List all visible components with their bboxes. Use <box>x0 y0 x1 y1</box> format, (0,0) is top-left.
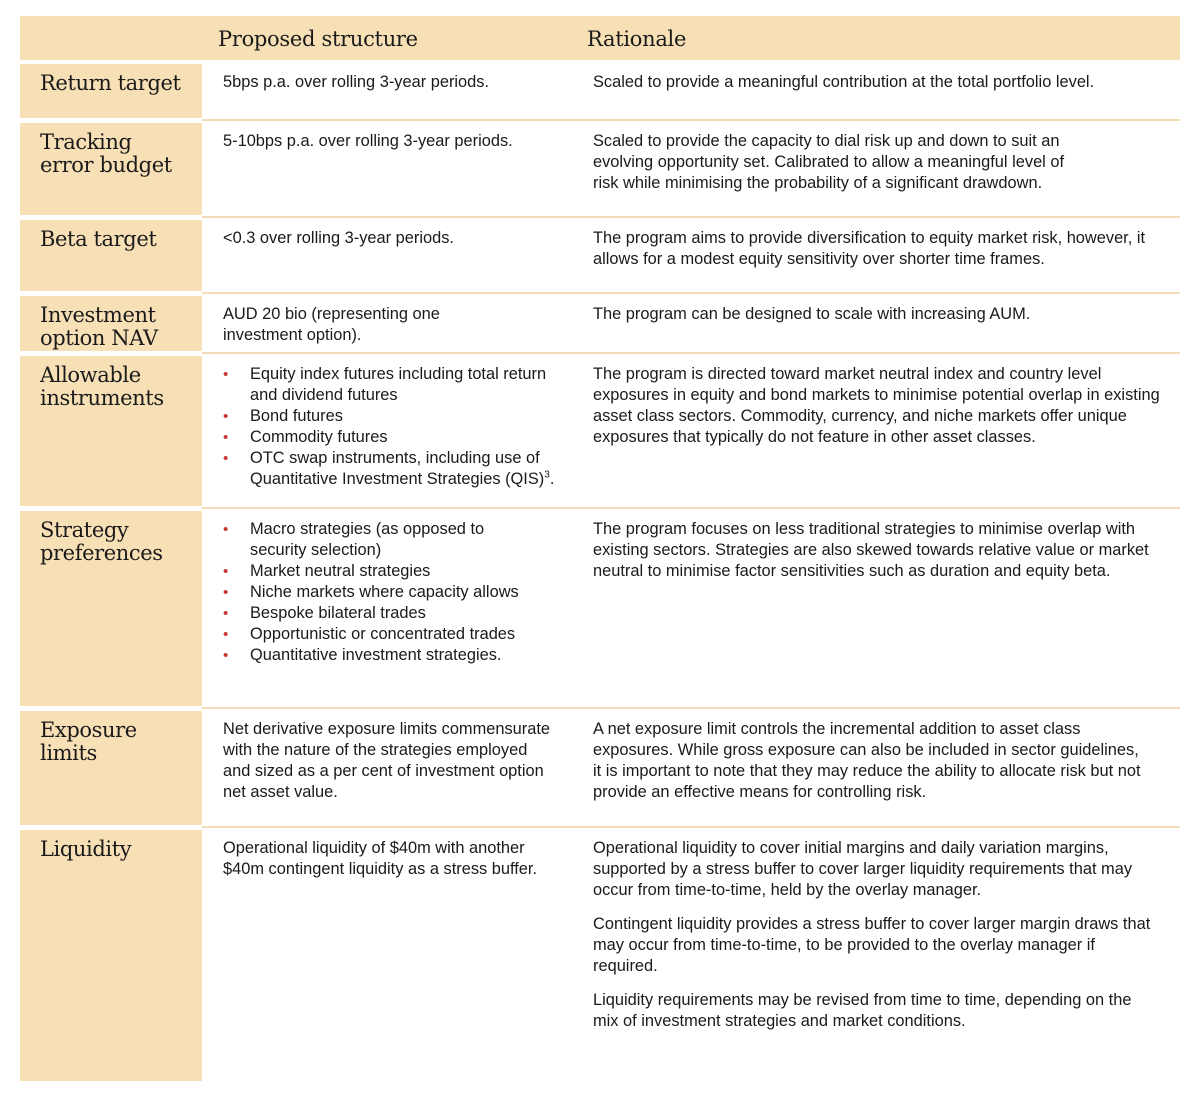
row-beta-target <box>20 220 1180 291</box>
row-label: Strategy preferences <box>20 511 202 706</box>
row-label: Tracking error budget <box>20 123 202 215</box>
rationale-paragraph: Contingent liquidity provides a stress buffer to cover larger margin draws that may occur from time-to-time, to be provided to the overlay manager if required. <box>593 915 1151 975</box>
row-label: Return target <box>20 64 202 118</box>
structure-cell <box>202 356 572 506</box>
footnote-tail: . <box>549 470 555 488</box>
strategy-list <box>223 519 522 666</box>
row-label: Beta target <box>20 220 202 291</box>
row-strategy-preferences <box>20 511 1180 706</box>
instrument-list <box>223 364 558 490</box>
list-item: • Niche markets where capacity allows <box>223 582 522 603</box>
rationale-paragraph: Scaled to provide a meaningful contribution at the total portfolio level. <box>593 73 1095 91</box>
rationale-cell <box>572 123 1180 215</box>
structure-cell: Net derivative exposure limits commensurate with the nature of the strategies employed and sized as a per cent of investment option net asset value. <box>223 720 551 801</box>
structure-cell: Operational liquidity of $40m with another $40m contingent liquidity as a stress buffer. <box>223 839 538 878</box>
rationale-cell <box>572 64 1180 118</box>
structure-table <box>20 16 1180 1081</box>
footnote-ref: 3 <box>544 469 550 481</box>
rationale-cell <box>572 711 1180 825</box>
row-label: Investment option NAV <box>20 296 202 351</box>
rationale-cell <box>572 296 1180 351</box>
list-item: • Equity index futures including total return and dividend futures <box>223 364 558 406</box>
list-item: • OTC swap instruments, including use of Quantitative Investment Strategies (QIS)$^3$. <box>223 448 558 490</box>
row-tracking-error-budget <box>20 123 1180 215</box>
list-item: • Market neutral strategies <box>223 561 522 582</box>
row-label: Allowable instruments <box>20 356 202 506</box>
rationale-paragraph: The program aims to provide diversification to equity market risk, however, it allows for a modest equity sensitivity over shorter time frames. <box>593 229 1146 268</box>
row-exposure-limits <box>20 711 1180 825</box>
rationale-paragraph: The program can be designed to scale with increasing AUM. <box>593 305 1031 323</box>
rationale-cell <box>572 830 1180 1081</box>
rationale-paragraph: The program is directed toward market neutral index and country level exposures in equity and bond markets to minimise potential overlap in existing asset class sectors. Commodity, currency, and niche markets offer unique exposures that typically do not feature in other asset classes. <box>593 365 1160 446</box>
row-allowable-instruments <box>20 356 1180 506</box>
list-item: • Opportunistic or concentrated trades <box>223 624 522 645</box>
row-liquidity <box>20 830 1180 1081</box>
list-item: • Macro strategies (as opposed to security selection) <box>223 519 522 561</box>
structure-cell <box>202 511 572 706</box>
list-item: • Commodity futures <box>223 427 558 448</box>
row-investment-option-nav <box>20 296 1180 351</box>
list-item: • Bespoke bilateral trades <box>223 603 522 624</box>
list-item: • Quantitative investment strategies. <box>223 645 572 666</box>
structure-cell: 5-10bps p.a. over rolling 3-year periods. <box>223 132 513 150</box>
structure-cell: <0.3 over rolling 3-year periods. <box>223 229 454 247</box>
row-label: Liquidity <box>20 830 202 1081</box>
rationale-cell <box>572 511 1180 706</box>
row-label: Exposure limits <box>20 711 202 825</box>
rationale-paragraph: A net exposure limit controls the incremental addition to asset class exposures. While gross exposure can also be included in sector guidelines, it is important to note that they may reduce the ability to allocate risk but not provide an effective means for controlling risk. <box>593 720 1141 801</box>
row-return-target <box>20 64 1180 118</box>
rationale-paragraph: Operational liquidity to cover initial margins and daily variation margins, supported by a stress buffer to cover larger liquidity requirements that may occur from time-to-time, held by the overlay manager. <box>593 839 1133 899</box>
rationale-paragraph: Scaled to provide the capacity to dial risk up and down to suit an evolving opportunity set. Calibrated to allow a meaningful level of risk while minimising the probability of a significant drawdown. <box>593 132 1065 192</box>
header-proposed-structure: Proposed structure <box>218 27 418 51</box>
structure-cell: 5bps p.a. over rolling 3-year periods. <box>223 73 490 91</box>
header-rationale: Rationale <box>587 27 687 51</box>
table-header <box>20 16 1180 60</box>
list-item: • Bond futures <box>223 406 558 427</box>
rationale-paragraph: The program focuses on less traditional strategies to minimise overlap with existing sectors. Strategies are also skewed towards relative value or market neutral to minimise factor sensitivities such as duration and equity beta. <box>593 520 1149 580</box>
rationale-cell <box>572 220 1180 291</box>
structure-cell: AUD 20 bio (representing one investment option). <box>223 305 440 344</box>
rationale-cell <box>572 356 1180 506</box>
rationale-paragraph: Liquidity requirements may be revised from time to time, depending on the mix of investment strategies and market conditions. <box>593 991 1132 1030</box>
